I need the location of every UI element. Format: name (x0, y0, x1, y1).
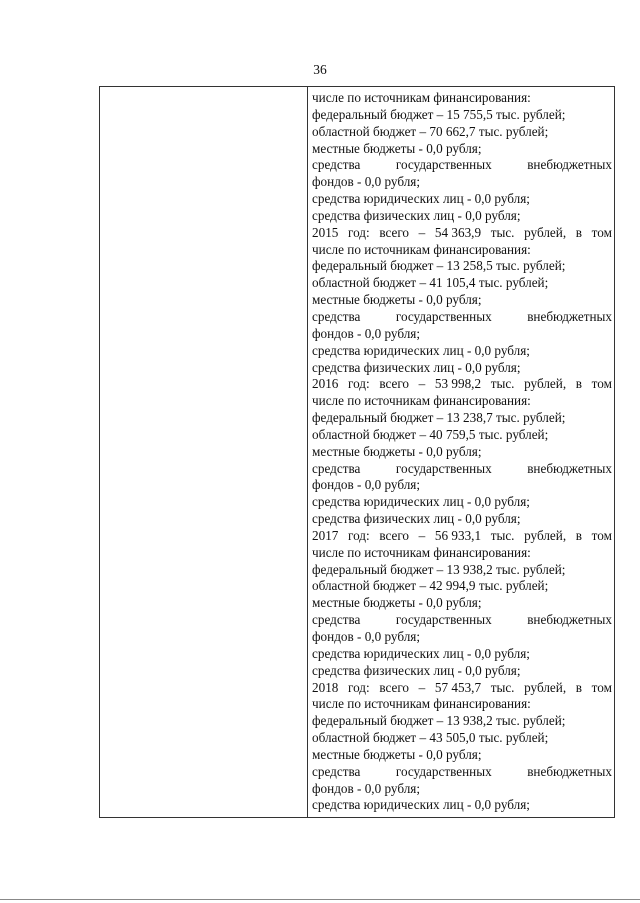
text-word: тыс. (490, 224, 515, 240)
text-line: фондов - 0,0 рубля; (312, 325, 421, 341)
text-line (312, 680, 612, 697)
text-line: средства физических лиц - 0,0 рубля; (312, 662, 521, 678)
text-word: том (591, 679, 612, 695)
text-word: – (418, 679, 426, 695)
text-line: числе по источникам финансирования: (312, 544, 531, 560)
text-line: местные бюджеты - 0,0 рубля; (312, 140, 482, 156)
text-line: областной бюджет – 41 105,4 тыс. рублей; (312, 275, 549, 291)
text-word: 2016 (312, 376, 339, 392)
text-line (312, 528, 612, 545)
text-word: внебюджетных (527, 612, 612, 628)
text-word: – (418, 376, 426, 392)
text-word: государственных (395, 763, 492, 779)
text-line (312, 309, 612, 326)
text-line: местные бюджеты - 0,0 рубля; (312, 746, 482, 762)
text-word: рублей, (524, 376, 567, 392)
text-line: областной бюджет – 70 662,7 тыс. рублей; (312, 123, 549, 139)
text-word: внебюджетных (527, 460, 612, 476)
text-line (312, 612, 612, 629)
text-word: год: (348, 224, 370, 240)
text-line: местные бюджеты - 0,0 рубля; (312, 292, 482, 308)
text-word: всего (379, 527, 410, 543)
text-word: – (418, 527, 426, 543)
text-line: федеральный бюджет – 15 755,5 тыс. рублей; (312, 106, 566, 122)
text-line: фондов - 0,0 рубля; (312, 477, 421, 493)
text-word: 56 933,1 (434, 527, 482, 543)
text-word: внебюджетных (527, 157, 612, 173)
text-line: средства юридических лиц - 0,0 рубля; (312, 191, 530, 207)
text-word: том (591, 224, 612, 240)
text-word: государственных (395, 157, 492, 173)
text-word: 2015 (312, 224, 339, 240)
text-word: государственных (395, 460, 492, 476)
text-line (312, 764, 612, 781)
funding-text-cell (312, 90, 612, 814)
text-line (312, 461, 612, 478)
text-word: рублей, (524, 527, 567, 543)
text-line: средства юридических лиц - 0,0 рубля; (312, 342, 530, 358)
text-word: рублей, (524, 679, 567, 695)
text-word: внебюджетных (527, 308, 612, 324)
text-word: год: (348, 376, 370, 392)
text-line: фондов - 0,0 рубля; (312, 780, 421, 796)
text-word: средства (312, 612, 361, 628)
text-word: всего (379, 376, 410, 392)
page-bottom-rule (0, 899, 640, 900)
text-word: том (591, 376, 612, 392)
text-word: рублей, (524, 224, 567, 240)
text-word: государственных (395, 612, 492, 628)
text-word: 57 453,7 (434, 679, 482, 695)
text-word: тыс. (490, 679, 515, 695)
text-word: средства (312, 460, 361, 476)
text-line: числе по источникам финансирования: (312, 696, 531, 712)
text-word: том (591, 527, 612, 543)
text-line: средства юридических лиц - 0,0 рубля; (312, 645, 530, 661)
text-line: областной бюджет – 43 505,0 тыс. рублей; (312, 730, 549, 746)
text-word: тыс. (490, 376, 515, 392)
text-word: средства (312, 157, 361, 173)
text-word: год: (348, 679, 370, 695)
text-line: числе по источникам финансирования: (312, 393, 531, 409)
text-line: средства физических лиц - 0,0 рубля; (312, 207, 521, 223)
text-line: федеральный бюджет – 13 238,7 тыс. рублей; (312, 410, 566, 426)
text-line: областной бюджет – 40 759,5 тыс. рублей; (312, 426, 549, 442)
text-line: местные бюджеты - 0,0 рубля; (312, 443, 482, 459)
text-word: 2018 (312, 679, 339, 695)
text-line: областной бюджет – 42 994,9 тыс. рублей; (312, 578, 549, 594)
text-word: средства (312, 308, 361, 324)
text-word: внебюджетных (527, 763, 612, 779)
text-word: – (418, 224, 426, 240)
text-line (312, 157, 612, 174)
text-word: средства (312, 763, 361, 779)
text-line: числе по источникам финансирования: (312, 241, 531, 257)
text-word: государственных (395, 308, 492, 324)
text-line: местные бюджеты - 0,0 рубля; (312, 595, 482, 611)
text-line (312, 225, 612, 242)
text-word: тыс. (490, 527, 515, 543)
text-word: 2017 (312, 527, 339, 543)
page-number: 36 (313, 62, 327, 77)
text-word: в (575, 224, 583, 240)
text-word: год: (348, 527, 370, 543)
funding-table (99, 86, 615, 818)
text-line: фондов - 0,0 рубля; (312, 629, 421, 644)
text-word: в (575, 679, 583, 695)
text-line: фондов - 0,0 рубля; (312, 174, 421, 190)
text-line: средства юридических лиц - 0,0 рубля; (312, 797, 530, 813)
text-line: числе по источникам финансирования: (312, 90, 531, 105)
text-line: средства юридических лиц - 0,0 рубля; (312, 494, 530, 510)
text-word: 54 363,9 (434, 224, 482, 240)
text-word: 53 998,2 (434, 376, 482, 392)
text-line: средства физических лиц - 0,0 рубля; (312, 511, 521, 527)
table-left-cell (100, 87, 308, 817)
text-line: федеральный бюджет – 13 938,2 тыс. рублей; (312, 713, 566, 729)
text-line (312, 376, 612, 393)
text-line: федеральный бюджет – 13 258,5 тыс. рублей; (312, 258, 566, 274)
text-word: всего (379, 679, 410, 695)
text-line: федеральный бюджет – 13 938,2 тыс. рублей; (312, 561, 566, 577)
text-word: в (575, 527, 583, 543)
text-line: средства физических лиц - 0,0 рубля; (312, 359, 521, 375)
text-word: в (575, 376, 583, 392)
text-word: всего (379, 224, 410, 240)
